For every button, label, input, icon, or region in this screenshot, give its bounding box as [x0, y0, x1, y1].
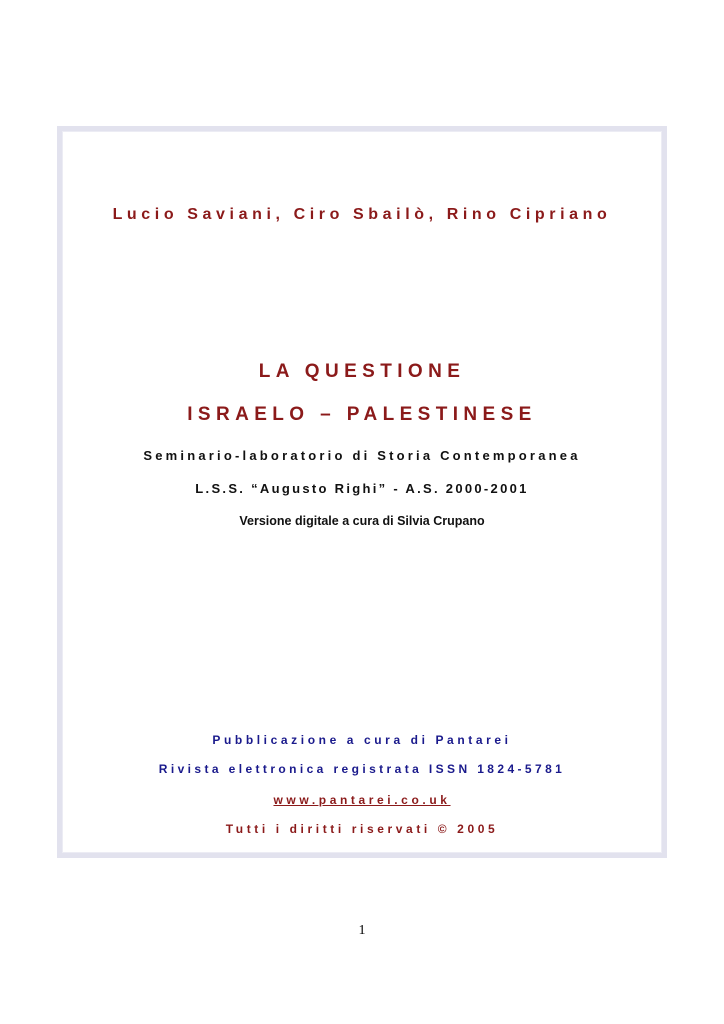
title-line-2: ISRAELO – PALESTINESE	[187, 404, 537, 425]
website-link-container	[0, 793, 724, 807]
journal-issn: Rivista elettronica registrata ISSN 1824-5781	[158, 762, 566, 776]
copyright: Tutti i diritti riservati © 2005	[225, 822, 499, 836]
school-year: L.S.S. “Augusto Righi” - A.S. 2000-2001	[195, 481, 529, 496]
page-number: 1	[358, 923, 366, 938]
website-link[interactable]: www.pantarei.co.uk	[273, 793, 451, 807]
subtitle: Seminario-laboratorio di Storia Contemporanea	[143, 448, 581, 463]
digital-edition-credit: Versione digitale a cura di Silvia Crupano	[239, 514, 485, 528]
authors: Lucio Saviani, Ciro Sbailò, Rino Cipriano	[112, 206, 612, 223]
publisher: Pubblicazione a cura di Pantarei	[212, 733, 512, 747]
title-line-1: LA QUESTIONE	[258, 361, 466, 382]
